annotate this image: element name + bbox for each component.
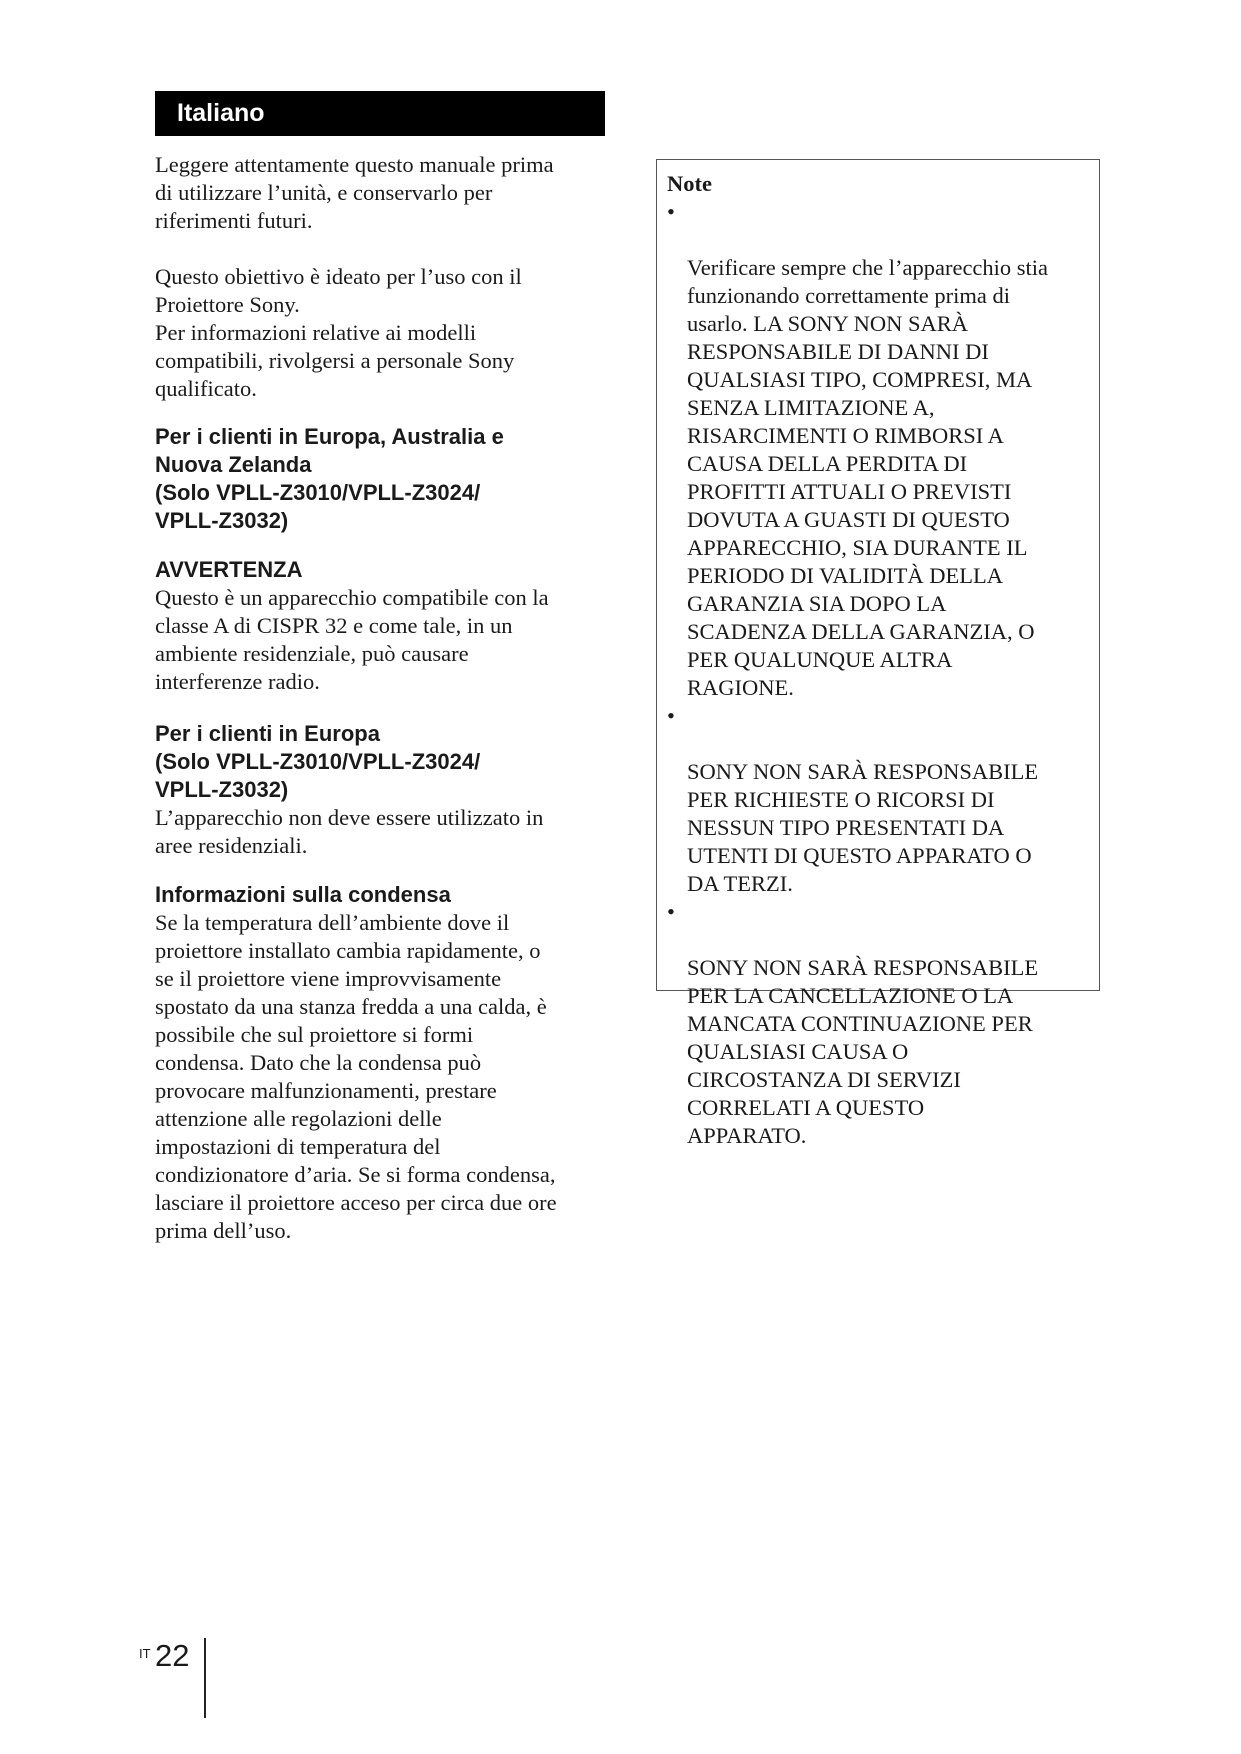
page-language-code: IT — [139, 1646, 151, 1661]
bullet-icon: • — [667, 199, 675, 224]
condensation-paragraph: Se la temperatura dell’ambiente dove il proiettore installato cambia rapidamente, o se il proiettore viene improvvisamente spostato da una stanza fredda a una calda, è possibile che sul proiettore si formi condensa. Dato che la condensa può provocare malfunzionamenti, prestare attenzione alle regolazioni delle impostazioni di temperatura del condizionatore d’aria. Se si forma condensa, lasciare il proiettore acceso per circa due ore prima dell’uso. — [155, 910, 557, 1243]
page-footer — [139, 1638, 209, 1718]
bullet-icon: • — [667, 703, 675, 728]
compatibility-paragraph: Questo obiettivo è ideato per l’uso con il Proiettore Sony. Per informazioni relative ai modelli compatibili, rivolgersi a personale Sony qualificato. — [155, 264, 522, 401]
section-heading-warning: AVVERTENZA — [155, 557, 303, 582]
page-number: 22 — [155, 1638, 190, 1673]
note-item — [667, 898, 1091, 1150]
bullet-icon: • — [667, 899, 675, 924]
note-item-text: Verificare sempre che l’apparecchio stia funzionando correttamente prima di usarlo. LA SONY NON SARÀ RESPONSABILE DI DANNI DI QUALSIASI TIPO, COMPRESI, MA SENZA LIMITAZIONE A, RISARCIMENTI O RIMBORSI A CAUSA DELLA PERDITA DI PROFITTI ATTUALI O PREVISTI DOVUTA A GUASTI DI QUESTO APPARECCHIO, SIA DURANTE IL PERIODO DI VALIDITÀ DELLA GARANZIA SIA DOPO LA SCADENZA DELLA GARANZIA, O PER QUALUNQUE ALTRA RAGIONE. — [687, 255, 1049, 700]
note-item-text: SONY NON SARÀ RESPONSABILE PER LA CANCELLAZIONE O LA MANCATA CONTINUAZIONE PER QUALSIASI CAUSA O CIRCOSTANZA DI SERVIZI CORRELATI A QUESTO APPARATO. — [687, 955, 1039, 1148]
note-title: Note — [667, 171, 712, 196]
note-list — [667, 198, 1091, 1150]
section-heading-condensation: Informazioni sulla condensa — [155, 882, 451, 907]
note-item-text: SONY NON SARÀ RESPONSABILE PER RICHIESTE O RICORSI DI NESSUN TIPO PRESENTATI DA UTENTI DI QUESTO APPARATO O DA TERZI. — [687, 759, 1039, 896]
language-header: Italiano — [155, 91, 605, 136]
left-column — [155, 91, 605, 1245]
note-item — [667, 198, 1091, 702]
warning-paragraph: Questo è un apparecchio compatibile con la classe A di CISPR 32 e come tale, in un ambiente residenziale, può causare interferenze radio. — [155, 585, 549, 694]
page-divider — [204, 1638, 206, 1718]
residential-paragraph: L’apparecchio non deve essere utilizzato in aree residenziali. — [155, 805, 544, 858]
note-box — [656, 159, 1100, 1148]
intro-paragraph: Leggere attentamente questo manuale prima di utilizzare l’unità, e conservarlo per riferimenti futuri. — [155, 152, 554, 233]
section-heading-europe-australia: Per i clienti in Europa, Australia e Nuova Zelanda (Solo VPLL-Z3010/VPLL-Z3024/ VPLL-Z3032) — [155, 424, 504, 533]
note-item — [667, 702, 1091, 898]
section-heading-europe: Per i clienti in Europa (Solo VPLL-Z3010/VPLL-Z3024/ VPLL-Z3032) — [155, 721, 481, 802]
